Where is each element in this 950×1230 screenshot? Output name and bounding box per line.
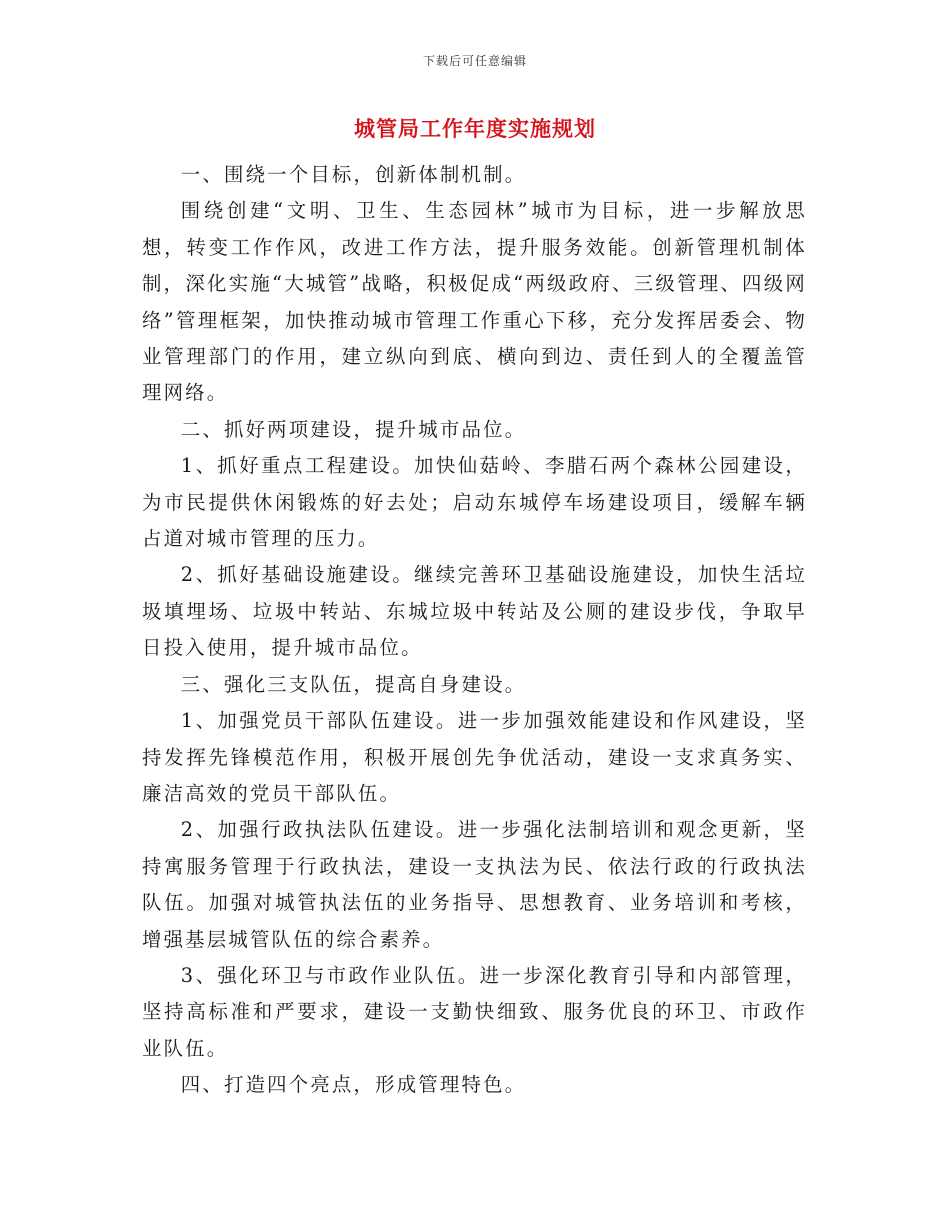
paragraph: 围绕创建“文明、卫生、生态园林”城市为目标，进一步解放思想，转变工作作风，改进工作方法，提升服务效能。创新管理机制体制，深化实施“大城管”战略，积极促成“两级政府、三级管理、四级网络”管理框架，加快推动城市管理工作重心下移，充分发挥居委会、物业管理部门的作用，建立纵向到底、横向到边、责任到人的全覆盖管理网络。 bbox=[142, 199, 807, 405]
paragraph: 1、抓好重点工程建设。加快仙菇岭、李腊石两个森林公园建设，为市民提供休闲锻炼的好去处；启动东城停车场建设项目，缓解车辆占道对城市管理的压力。 bbox=[142, 454, 807, 551]
paragraph: 1、加强党员干部队伍建设。进一步加强效能建设和作风建设，坚持发挥先锋模范作用，积极开展创先争优活动，建设一支求真务实、廉洁高效的党员干部队伍。 bbox=[142, 709, 807, 805]
section-heading-1: 一、围绕一个目标，创新体制机制。 bbox=[180, 163, 527, 186]
section-heading-2: 二、抓好两项建设，提升城市品位。 bbox=[180, 417, 527, 441]
paragraph: 3、强化环卫与市政作业队伍。进一步深化教育引导和内部管理，坚持高标准和严要求，建设一支勤快细致、服务优良的环卫、市政作业队伍。 bbox=[142, 963, 807, 1060]
paragraph: 2、加强行政执法队伍建设。进一步强化法制培训和观念更新，坚持寓服务管理于行政执法，建设一支执法为民、依法行政的行政执法队伍。加强对城管执法伍的业务指导、思想教育、业务培训和考核，增强基层城管队伍的综合素养。 bbox=[142, 818, 807, 951]
document-title: 城管局工作年度实施规划 bbox=[354, 116, 596, 141]
document-body bbox=[142, 157, 807, 1104]
page-header: 下载后可任意编辑 bbox=[422, 54, 527, 68]
section-heading-3: 三、强化三支队伍，提高自身建设。 bbox=[180, 672, 527, 696]
paragraph: 2、抓好基础设施建设。继续完善环卫基础设施建设，加快生活垃圾填埋场、垃圾中转站、东城垃圾中转站及公厕的建设步伐，争取早日投入使用，提升城市品位。 bbox=[142, 563, 807, 660]
section-heading-4: 四、打造四个亮点，形成管理特色。 bbox=[180, 1073, 527, 1097]
